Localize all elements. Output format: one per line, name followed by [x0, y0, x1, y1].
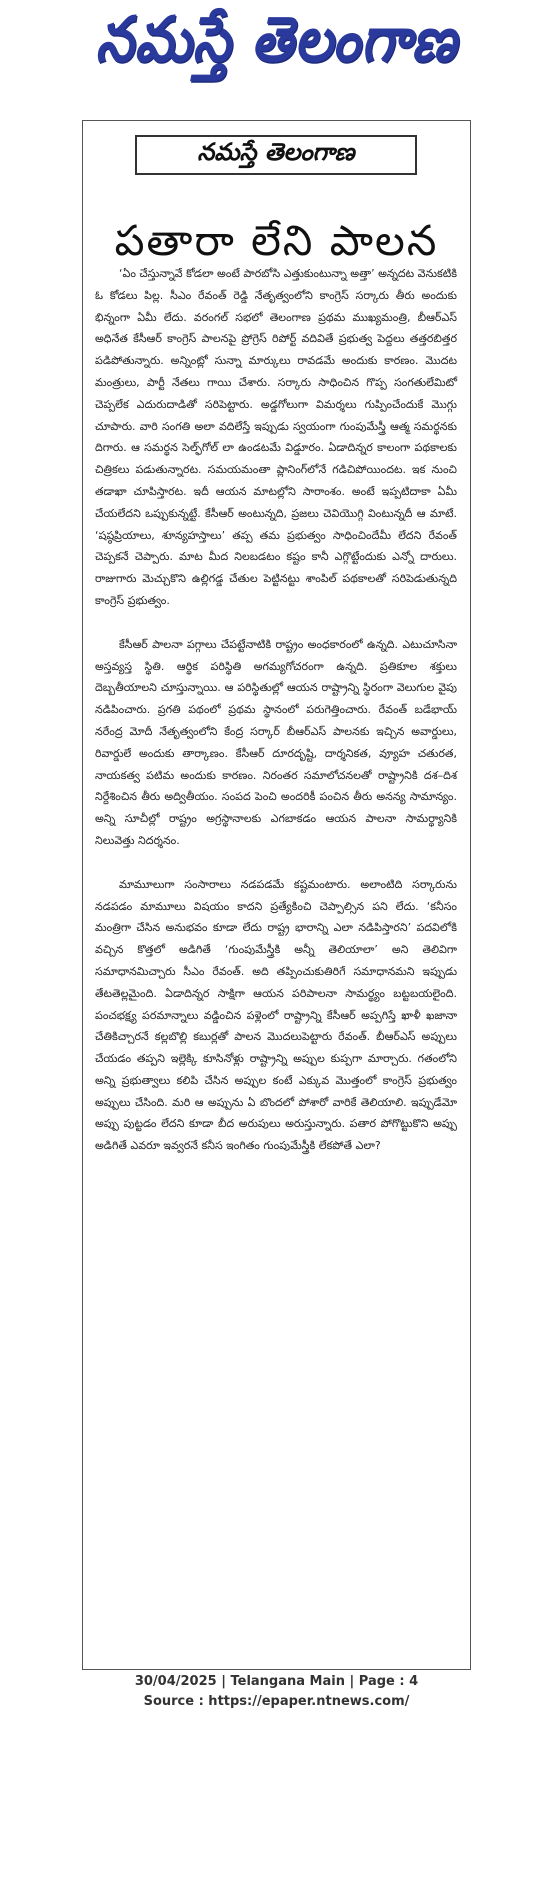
masthead-title: నమస్తే తెలంగాణ: [95, 3, 458, 76]
footer-source: Source : https://epaper.ntnews.com/: [143, 1694, 410, 1709]
editorial-article: [82, 120, 471, 1670]
article-paragraph-1: ‘ఏం చేస్తున్నావే కోడలా అంటే పారబోసి ఎత్తుకుంటున్నా అత్తా’ అన్నదట వెనుకటికి ఓ కోడలు పిల్ల. సీఎం రేవంత్ రెడ్డి నేతృత్వంలోని కాంగ్రెస్ సర్కారు తీరు అందుకు భిన్నంగా ఏమీ లేదు. వరంగల్ సభలో తెలంగాణ ప్రథమ ముఖ్యమంత్రి, బీఆర్ఎస్ అధినేత కేసీఆర్ కాంగ్రెస్ పాలనపై ప్రోగ్రెస్ రిపోర్ట్ వదివితే ప్రభుత్వ పెద్దలు తత్తరబిత్తర పడిపోతున్నారు. అన్నింట్లో సున్నా మార్కులు రావడమే అందుకు కారణం. మొదట మంత్రులు, పార్టీ నేతలు గాయి చేశారు. సర్కారు సాధించిన గొప్ప సంగతులేమిటో చెప్పలేక ఎదురుదాడితో సరిపెట్టారు. అడ్డగోలుగా విమర్శలు గుప్పించేందుకే మొగ్గు చూపారు. వారి సంగతి అలా వదిలేస్తే ఇప్పుడు స్వయంగా గుంపుమేస్త్రీ ఆత్మ సమర్థనకు దిగారు. ఆ సమర్థన సెల్ఫ్‌గోల్ లా ఉండటమే విడ్డూరం. ఏడాదిన్నర కాలంగా పథకాలకు చిత్రికలు పడుతున్నారట. సమయమంతా ప్లానింగ్‌లోనే గడిచిపోయిందట. ఇక నుంచి తడాఖా చూపిస్తారట. ఇదీ ఆయన మాటల్లోని సారాంశం. అంటే ఇప్పటిదాకా ఏమీ చేయలేదని ఒప్పుకున్నట్టే. కేసీఆర్ అంటున్నది, ప్రజలు చెవియొగ్గి వింటున్నదీ ఆ మాటే. ‘షష్ఠప్రియాలు, శూన్యహస్తాలు’ తప్ప తమ ప్రభుత్వం సాధించిందేమీ లేదని రేవంత్ చెప్పకనే చెప్పారు. మాట మీద నిలబడటం కష్టం కానీ ఎగ్గొట్టేందుకు ఎన్నో దారులు. రాజుగారు మెచ్చుకొని ఉల్లిగడ్డ చేతుల పెట్టినట్టు శాంపిల్ పథకాలతో సరిపెడుతున్నది కాంగ్రెస్ ప్రభుత్వం.: [95, 267, 457, 607]
page-footer: [0, 1672, 553, 1712]
article-body: [95, 263, 457, 1157]
article-headline: పతారా లేని పాలన: [114, 216, 439, 266]
newspaper-masthead: [0, 0, 553, 95]
footer-date-edition: 30/04/2025 | Telangana Main | Page : 4: [134, 1674, 419, 1689]
article-paragraph-2: కేసీఆర్ పాలనా పగ్గాలు చేపట్టేనాటికి రాష్ట్రం అంధకారంలో ఉన్నది. ఎటుచూసినా అస్తవ్యస్త స్థితి. ఆర్థిక పరిస్థితి అగమ్యగోచరంగా ఉన్నది. ప్రతికూల శక్తులు దెబ్బతీయాలని చూస్తున్నాయి. ఆ పరిస్థితుల్లో ఆయన రాష్ట్రాన్ని స్థిరంగా వెలుగుల వైపు నడిపించారు. ప్రగతి పథంలో ప్రథమ స్థానంలో పరుగెత్తించారు. రేవంత్ బడేభాయ్ నరేంద్ర మోదీ నేతృత్వంలోని కేంద్ర సర్కార్ బీఆర్ఎస్ పాలనకు ఇచ్చిన అవార్డులు, రివార్డులే అందుకు తార్కాణం. కేసీఆర్ దూరదృష్టి, దార్శనికత, వ్యూహ చతురత, నాయకత్వ పటిమ అందుకు కారణం. నిరంతర సమాలోచనలతో రాష్ట్రానికి దశ–దిశ నిర్దేశించిన తీరు అద్వితీయం. సంపద పెంచి అందరికీ పంచిన తీరు అనన్య సామాన్యం. అన్ని సూచీల్లో రాష్ట్రం అగ్రస్థానాలకు ఎగబాకడం ఆయన పాలనా సామర్థ్యానికి నిలువెత్తు నిదర్శనం.: [95, 637, 457, 847]
editorial-logo: నమస్తే తెలంగాణ: [197, 138, 355, 166]
article-paragraph-3: మామూలుగా సంసారాలు నడపడమే కష్టమంటారు. అలాంటిది సర్కారును నడపడం మామూలు విషయం కాదని ప్రత్యేకించి చెప్పాల్సిన పని లేదు. ‘కనీసం మంత్రిగా చేసిన అనుభవం కూడా లేదు రాష్ట్ర భారాన్ని ఎలా నడిపిస్తారని’ పదవిలోకి వచ్చిన కొత్తలో అడిగితే ‘గుంపుమేస్త్రీకి అన్నీ తెలియాలా’ అని తెలివిగా సమాధానమిచ్చారు సీఎం రేవంత్. అది తప్పించుకుతిరిగే సమాధానమని ఇప్పుడు తేటతెల్లమైంది. ఏడాదిన్నర సాక్షిగా ఆయన పరిపాలనా సామర్థ్యం బట్టబయలైంది. పంచభక్ష్య పరమాన్నాలు వడ్డించిన పళ్లెంలో రాష్ట్రాన్ని కేసీఆర్ అప్పగిస్తే ఖాళీ ఖజానా చేతికిచ్చారనే కల్లబొల్లి కబుర్లతో పాలన మొదలుపెట్టారు రేవంత్. బీఆర్ఎస్ అప్పులు చేయడం తప్పని ఇల్లెక్కి కూసినోళ్లు రాష్ట్రాన్ని అప్పుల కుప్పగా మార్చారు. గతంలోని అన్ని ప్రభుత్వాలు కలిపి చేసిన అప్పుల కంటే ఎక్కువ మొత్తంలో కాంగ్రెస్ ప్రభుత్వం అప్పులు చేసింది. మరి ఆ అప్పును ఏ బొందలో పోశారో వారికే తెలియాలి. ఇప్పుడేమో అప్పు పుట్టడం లేదని కూడా బీద అరుపులు అరుస్తున్నారు. పతార పోగొట్టుకొని అప్పు అడిగితే ఎవరూ ఇవ్వరనే కనీస ఇంగితం గుంపుమేస్త్రీకి లేకపోతే ఎలా?: [95, 877, 457, 1153]
editorial-logo-box: [135, 135, 417, 175]
